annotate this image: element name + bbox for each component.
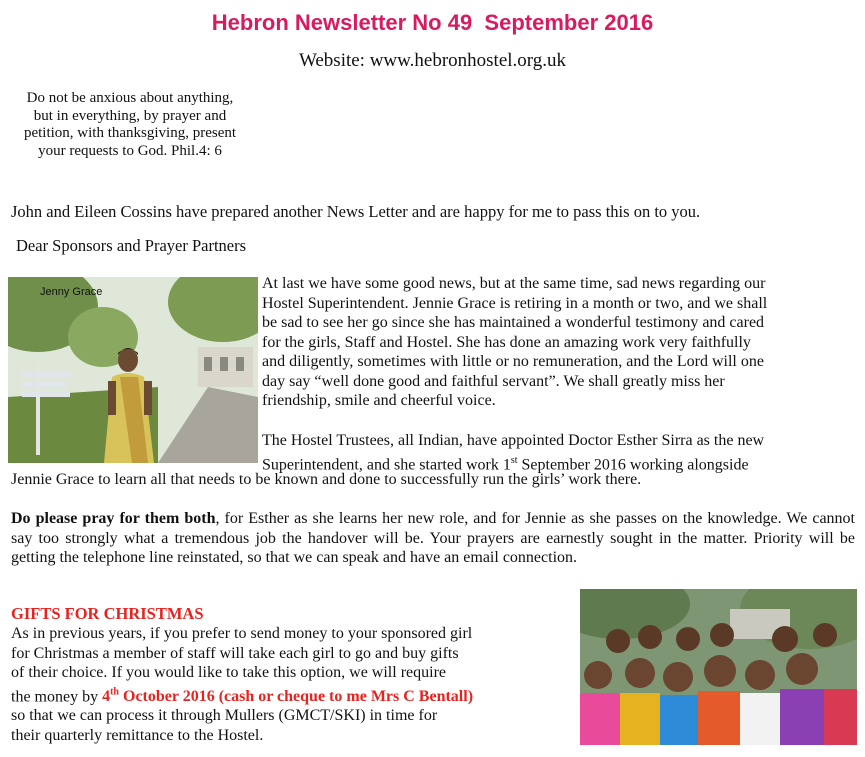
gifts-paragraph — [11, 624, 571, 745]
text-line: Hostel Superintendent. Jennie Grace is retiring in a month or two, and we shall — [262, 294, 768, 312]
gifts-heading: GIFTS FOR CHRISTMAS — [11, 604, 204, 623]
text-line: for Christmas a member of staff will take each girl to go and buy gifts — [11, 644, 459, 662]
text-segment: Superintendent, and she started work 1 — [262, 455, 511, 473]
text-line — [11, 683, 571, 707]
bible-verse — [10, 90, 250, 160]
intro-paragraph: John and Eileen Cossins have prepared another News Letter and are happy for me to pass this on to you. — [11, 202, 701, 221]
text-line: of their choice. If you would like to take this option, we will require — [11, 664, 446, 681]
verse-line: your requests to God. Phil.4: 6 — [38, 142, 222, 159]
ordinal-suffix: th — [110, 686, 119, 698]
girls-photo-illustration — [580, 589, 857, 745]
newsletter-title: Hebron Newsletter No 49 September 2016 — [211, 10, 654, 35]
jenny-grace-photo — [8, 277, 258, 463]
text-segment: the money by — [11, 687, 103, 705]
website-line: Website: www.hebronhostel.org.uk — [298, 50, 567, 71]
deadline-day: 4 — [102, 687, 111, 705]
ordinal-suffix: st — [510, 454, 518, 466]
paragraph-prayer-request — [11, 509, 855, 568]
deadline-text: October 2016 (cash or cheque to me Mrs C Bentall) — [119, 687, 474, 705]
prayer-text: , for Esther as she learns her new role, and for Jennie as she passes on the knowledge. We cannot say too strongly what a tremendous job the handover will be. Your prayers are earnestly sought in the matter. Priority will be getting the telephone line reinstated, so that we can speak and have an email connection. — [11, 510, 855, 566]
girls-group-photo — [580, 589, 857, 745]
text-line: The Hostel Trustees, all Indian, have appointed Doctor Esther Sirra as the new — [262, 432, 765, 449]
text-line: day say “well done good and faithful servant”. We shall greatly miss her — [262, 372, 725, 390]
paragraph-new-superintendent-cont — [11, 470, 856, 490]
text-line: friendship, smile and cheerful voice. — [262, 392, 496, 409]
text-line: for the girls, Staff and Hostel. She has done an amazing work very faithfully — [262, 333, 751, 351]
text-segment: September 2016 working alongside — [517, 455, 749, 473]
verse-line: but in everything, by prayer and — [33, 107, 227, 124]
text-line: so that we can process it through Mullers (GMCT/SKI) in time for — [11, 707, 438, 725]
deadline-highlight — [102, 688, 473, 705]
text-line: be sad to see her go since she has maintained a wonderful testimony and cared — [262, 314, 765, 331]
text-line: their quarterly remittance to the Hostel. — [11, 726, 264, 744]
paragraph-new-superintendent — [262, 431, 858, 474]
verse-line: petition, with thanksgiving, present — [23, 125, 237, 141]
text-line: At last we have some good news, but at the same time, sad news regarding our — [262, 275, 766, 292]
prayer-emphasis: Do please pray for them both — [11, 510, 216, 527]
photo-caption: Jenny Grace — [40, 286, 103, 298]
verse-line: Do not be anxious about anything, — [26, 90, 234, 106]
greeting: Dear Sponsors and Prayer Partners — [16, 236, 247, 255]
jenny-photo-illustration — [8, 277, 258, 463]
text-line: and diligently, sometimes with little or no remuneration, and the Lord will one — [262, 353, 764, 370]
text-line: As in previous years, if you prefer to send money to your sponsored girl — [11, 625, 473, 642]
paragraph-jennie-retiring — [262, 274, 858, 411]
text-line: Jennie Grace to learn all that needs to be known and done to successfully run the girls’ work there. — [11, 471, 642, 488]
